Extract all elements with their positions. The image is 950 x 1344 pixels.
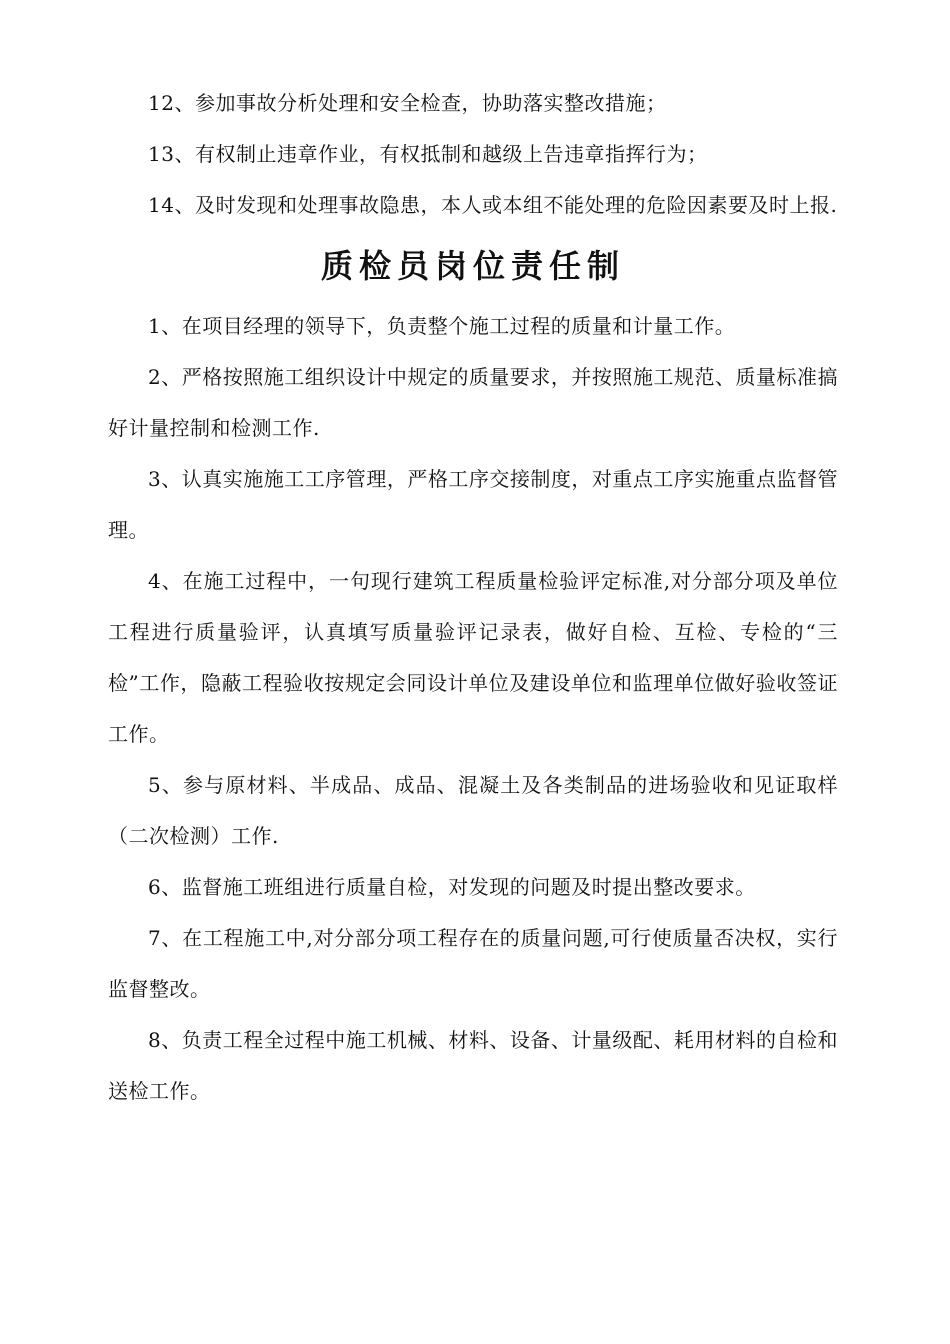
list-item: 4、在施工过程中，一句现行建筑工程质量检验评定标准,对分部分项及单位工程进行质量验评，认真填写质量验评记录表，做好自检、互检、专检的“三检”工作，隐蔽工程验收按规定会同设计单位及建设单位和监理单位做好验收签证工作。 <box>108 569 838 746</box>
section-title: 质检员岗位责任制 <box>320 247 625 285</box>
list-item: 13、有权制止违章作业，有权抵制和越级上告违章指挥行为； <box>148 142 708 166</box>
list-item: 5、参与原材料、半成品、成品、混凝土及各类制品的进场验收和见证取样（二次检测）工作. <box>108 773 838 848</box>
list-item: 1、在项目经理的领导下，负责整个施工过程的质量和计量工作。 <box>148 314 736 338</box>
list-item: 6、监督施工班组进行质量自检，对发现的问题及时提出整改要求。 <box>148 875 756 899</box>
section-list <box>108 301 838 1117</box>
list-item: 3、认真实施施工工序管理，严格工序交接制度，对重点工序实施重点监督管理。 <box>108 467 838 542</box>
previous-section-list <box>108 78 838 231</box>
list-item: 7、在工程施工中,对分部分项工程存在的质量问题,可行使质量否决权，实行监督整改。 <box>108 926 838 1001</box>
list-item: 8、负责工程全过程中施工机械、材料、设备、计量级配、耗用材料的自检和送检工作。 <box>108 1028 838 1103</box>
document-body <box>108 78 838 1117</box>
list-item: 2、严格按照施工组织设计中规定的质量要求，并按照施工规范、质量标准搞好计量控制和检测工作. <box>108 365 838 440</box>
list-item: 14、及时发现和处理事故隐患，本人或本组不能处理的危险因素要及时上报. <box>148 193 838 217</box>
list-item: 12、参加事故分析处理和安全检查，协助落实整改措施； <box>148 91 667 115</box>
